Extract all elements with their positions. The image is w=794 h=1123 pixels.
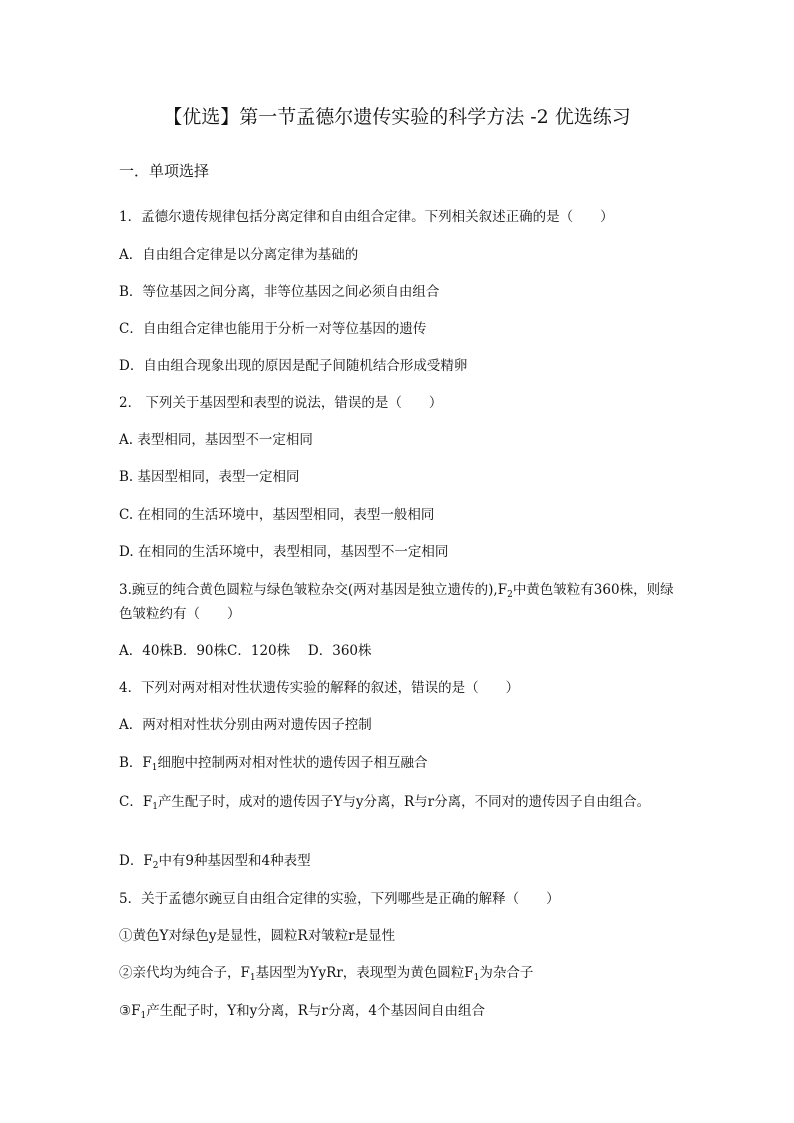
subscript: 1 (473, 973, 480, 983)
q3-stem (119, 578, 679, 626)
q4-option-b-text: 细胞中控制两对相对性状的遗传因子相互融合 (157, 755, 428, 771)
subscript: 1 (140, 1011, 147, 1021)
q4-option-d-text: D．F (119, 853, 153, 869)
q2-option-d: D. 在相同的生活环境中，表型相同，基因型不一定相同 (119, 544, 449, 560)
q4-option-d-text: 中有9种基因型和4种表型 (158, 853, 311, 869)
q2-option-a: A. 表型相同，基因型不一定相同 (119, 432, 313, 448)
q3-stem-text: 3.豌豆的纯合黄色圆粒与绿色皱粒杂交(两对基因是独立遗传的),F (119, 582, 508, 598)
q1-option-d: D．自由组合现象出现的原因是配子间随机结合形成受精卵 (119, 358, 468, 374)
q4-stem: 4．下列对两对相对性状遗传实验的解释的叙述，错误的是（ ） (119, 680, 520, 696)
q2-option-c: C. 在相同的生活环境中，基因型相同，表型一般相同 (119, 507, 435, 523)
q5-statement-2 (119, 963, 533, 983)
q5-statement-2-text: ②亲代均为纯合子，F (119, 965, 250, 981)
subscript: 1 (151, 763, 158, 773)
q1-stem: 1．孟德尔遗传规律包括分离定律和自由组合定律。下列相关叙述正确的是（ ） (119, 209, 614, 225)
q2-option-b: B. 基因型相同，表型一定相同 (119, 469, 300, 485)
q3-options: A．40株B．90株C．120株 D．360株 (119, 643, 372, 659)
q2-stem: 2． 下列关于基因型和表型的说法，错误的是（ ） (119, 395, 443, 411)
q4-option-d (119, 851, 311, 871)
q5-stem: 5．关于孟德尔豌豆自由组合定律的实验，下列哪些是正确的解释（ ） (119, 891, 560, 907)
subscript: 2 (152, 861, 159, 871)
q3-stem-text: 中黄色皱粒有360株，则绿色皱粒约有（ ） (119, 582, 674, 622)
page-title: 【优选】第一节孟德尔遗传实验的科学方法 -2 优选练习 (163, 106, 631, 128)
q4-option-b (119, 753, 428, 773)
q5-statement-3-text: ③F (119, 1003, 141, 1019)
q5-statement-2-text: 为杂合子 (479, 965, 534, 981)
subscript: 2 (507, 590, 513, 600)
section-heading: 一．单项选择 (119, 162, 210, 180)
subscript: 1 (249, 973, 256, 983)
q1-option-b: B．等位基因之间分离，非等位基因之间必须自由组合 (119, 284, 440, 300)
q4-option-c-text: 产生配子时，成对的遗传因子Y与y分离，R与r分离，不同对的遗传因子自由组合。 (157, 794, 651, 810)
q4-option-c (119, 790, 679, 814)
subscript: 1 (152, 802, 158, 812)
q5-statement-2-text: 基因型为YyRr，表现型为黄色圆粒F (255, 965, 474, 981)
q1-option-a: A．自由组合定律是以分离定律为基础的 (119, 247, 359, 263)
q5-statement-1: ①黄色Y对绿色y是显性，圆粒R对皱粒r是显性 (119, 928, 396, 944)
q5-statement-3-text: 产生配子时，Y和y分离，R与r分离，4个基因间自由组合 (146, 1003, 485, 1019)
q1-option-c: C．自由组合定律也能用于分析一对等位基因的遗传 (119, 321, 427, 337)
q5-statement-3 (119, 1001, 485, 1021)
q4-option-a: A．两对相对性状分别由两对遗传因子控制 (119, 717, 372, 733)
q4-option-b-text: B．F (119, 755, 152, 771)
q4-option-c-text: C．F (119, 794, 153, 810)
